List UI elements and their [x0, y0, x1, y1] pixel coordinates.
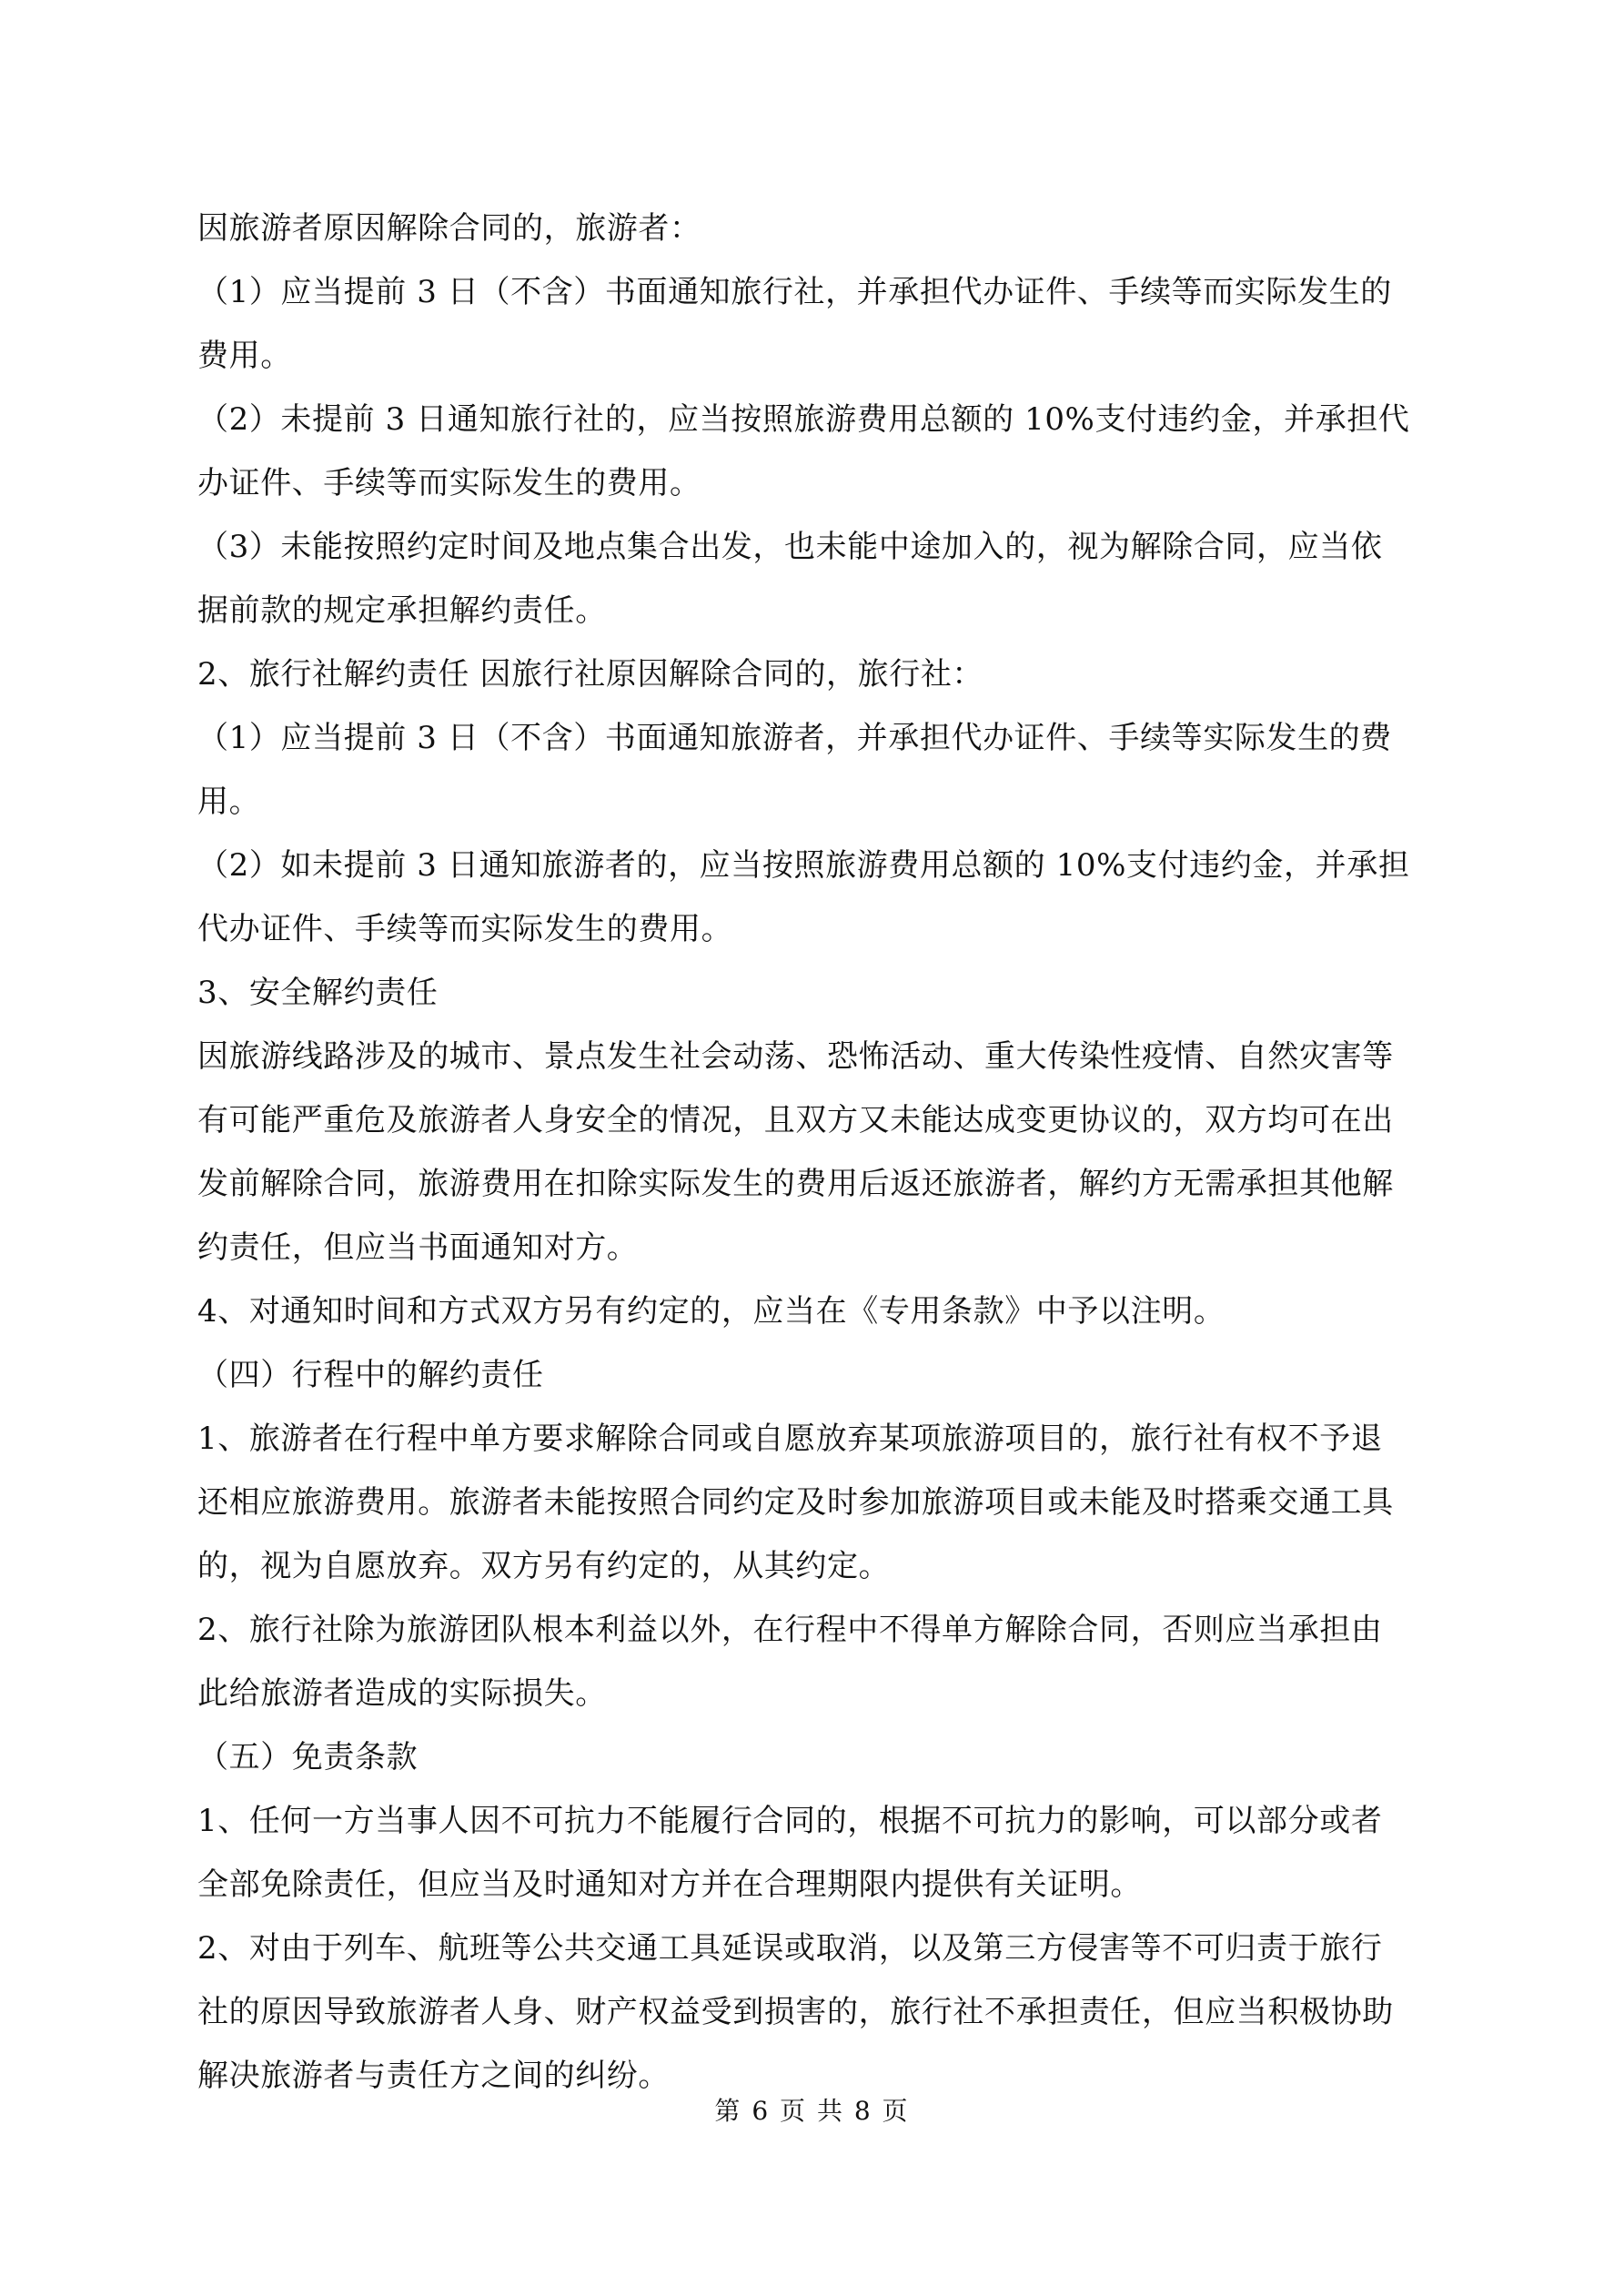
text-line-2: （1）应当提前 3 日（不含）书面通知旅行社，并承担代办证件、手续等而实际发生的	[197, 274, 1392, 310]
text-line-6: （3）未能按照约定时间及地点集合出发，也未能中途加入的，视为解除合同，应当依	[197, 529, 1383, 565]
text-line-20: 1、旅游者在行程中单方要求解除合同或自愿放弃某项旅游项目的，旅行社有权不予退	[197, 1421, 1383, 1457]
text-line-3: 费用。	[197, 338, 292, 374]
text-line-19: （四）行程中的解约责任	[197, 1357, 544, 1393]
text-line-25: （五）免责条款	[197, 1739, 419, 1775]
text-line-27: 全部免除责任，但应当及时通知对方并在合理期限内提供有关证明。	[197, 1866, 1142, 1903]
text-line-15: 有可能严重危及旅游者人身安全的情况，且双方又未能达成变更协议的，双方均可在出	[197, 1102, 1394, 1138]
text-line-4: （2）未提前 3 日通知旅行社的，应当按照旅游费用总额的 10%支付违约金，并承担代	[197, 401, 1410, 438]
text-line-7: 据前款的规定承担解约责任。	[197, 592, 607, 629]
text-line-16: 发前解除合同，旅游费用在扣除实际发生的费用后返还旅游者，解约方无需承担其他解	[197, 1166, 1394, 1202]
text-line-29: 社的原因导致旅游者人身、财产权益受到损害的，旅行社不承担责任，但应当积极协助	[197, 1994, 1394, 2030]
text-line-23: 2、旅行社除为旅游团队根本利益以外，在行程中不得单方解除合同，否则应当承担由	[197, 1612, 1383, 1648]
text-line-8: 2、旅行社解约责任 因旅行社原因解除合同的，旅行社：	[197, 656, 984, 693]
text-line-11: （2）如未提前 3 日通知旅游者的，应当按照旅游费用总额的 10%支付违约金，并承担	[197, 847, 1410, 884]
text-line-28: 2、对由于列车、航班等公共交通工具延误或取消，以及第三方侵害等不可归责于旅行	[197, 1930, 1383, 1967]
text-line-30: 解决旅游者与责任方之间的纠纷。	[197, 2058, 670, 2094]
text-line-21: 还相应旅游费用。旅游者未能按照合同约定及时参加旅游项目或未能及时搭乘交通工具	[197, 1484, 1394, 1521]
text-line-5: 办证件、手续等而实际发生的费用。	[197, 465, 701, 501]
text-line-24: 此给旅游者造成的实际损失。	[197, 1675, 607, 1712]
text-line-10: 用。	[197, 784, 261, 820]
text-line-12: 代办证件、手续等而实际发生的费用。	[197, 911, 733, 947]
document-body	[197, 197, 1444, 2108]
text-line-14: 因旅游线路涉及的城市、景点发生社会动荡、恐怖活动、重大传染性疫情、自然灾害等	[197, 1038, 1394, 1075]
text-line-26: 1、任何一方当事人因不可抗力不能履行合同的，根据不可抗力的影响，可以部分或者	[197, 1803, 1383, 1839]
text-line-1: 因旅游者原因解除合同的，旅游者：	[197, 210, 701, 247]
text-line-22: 的，视为自愿放弃。双方另有约定的，从其约定。	[197, 1548, 891, 1584]
text-line-17: 约责任，但应当书面通知对方。	[197, 1229, 639, 1266]
text-line-18: 4、对通知时间和方式双方另有约定的，应当在《专用条款》中予以注明。	[197, 1293, 1226, 1330]
text-line-9: （1）应当提前 3 日（不含）书面通知旅游者，并承担代办证件、手续等实际发生的费	[197, 720, 1392, 756]
text-line-13: 3、安全解约责任	[197, 975, 439, 1011]
page-number-footer: 第 6 页 共 8 页	[714, 2096, 910, 2126]
